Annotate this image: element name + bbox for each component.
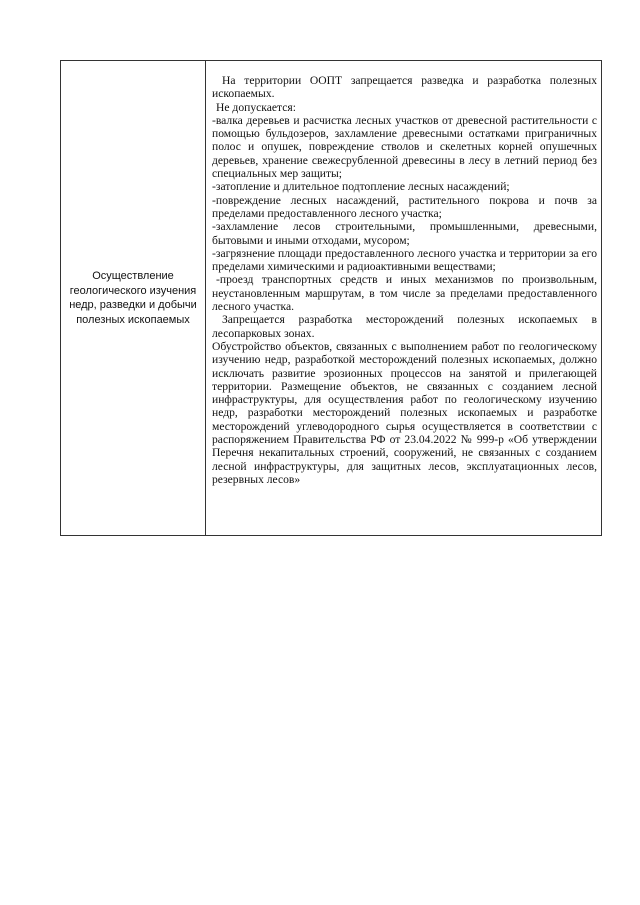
paragraph-littering: -захламление лесов строительными, промышленными, древесными, бытовыми и иными отходами, мусором; bbox=[212, 220, 597, 247]
paragraph-tree-felling: -валка деревьев и расчистка лесных участков от древесной растительности с помощью бульдозеров, захламление древесными остатками приграничных полос и опушек, повреждение стволов и скелетных корней опушечных деревьев, хранение свежесрубленной древесины в лесу в летний период без специальных мер защиты; bbox=[212, 113, 597, 181]
paragraph-flooding: -затопление и длительное подтопление лесных насаждений; bbox=[212, 180, 510, 194]
regulation-table bbox=[60, 60, 602, 536]
paragraph-vehicle-passage: -проезд транспортных средств и иных механизмов по произвольным, неустановленным маршрутам, в том числе за пределами предоставленного лесного участка. bbox=[212, 273, 597, 314]
paragraph-object-arrangement: Обустройство объектов, связанных с выполнением работ по геологическому изучению недр, разработкой месторождений полезных ископаемых, должно исключать развитие эрозионных процессов на занятой и прилегающей территории. Размещение объектов, не связанных с созданием лесной инфраструктуры, для осуществления работ по геологическому изучению недр, разработки месторождений полезных ископаемых и разработке месторождений углеводородного сырья осуществляется в соответствии с распоряжением Правительства РФ от 23.04.2022 № 999-р «Об утверждении Перечня некапитальных строений, сооружений, не связанных с созданием лесной инфраструктуры, для защитных лесов, эксплуатационных лесов, резервных лесов» bbox=[212, 339, 597, 486]
paragraph-prohibition-oopt: На территории ООПТ запрещается разведка и разработка полезных ископаемых. bbox=[212, 74, 597, 101]
paragraph-damage: -повреждение лесных насаждений, растительного покрова и почв за пределами предоставленного лесного участка; bbox=[212, 193, 597, 220]
paragraph-not-allowed-heading: Не допускается: bbox=[216, 100, 296, 114]
paragraph-pollution: -загрязнение площади предоставленного лесного участка и территории за его пределами химическими и радиоактивными веществами; bbox=[212, 246, 597, 274]
paragraph-forest-park-zones: Запрещается разработка месторождений полезных ископаемых в лесопарковых зонах. bbox=[212, 313, 597, 340]
restrictions-cell bbox=[206, 61, 601, 535]
activity-label: Осуществление геологического изучения недр, разведки и добычи полезных ископаемых bbox=[69, 270, 197, 326]
activity-cell bbox=[61, 61, 206, 535]
